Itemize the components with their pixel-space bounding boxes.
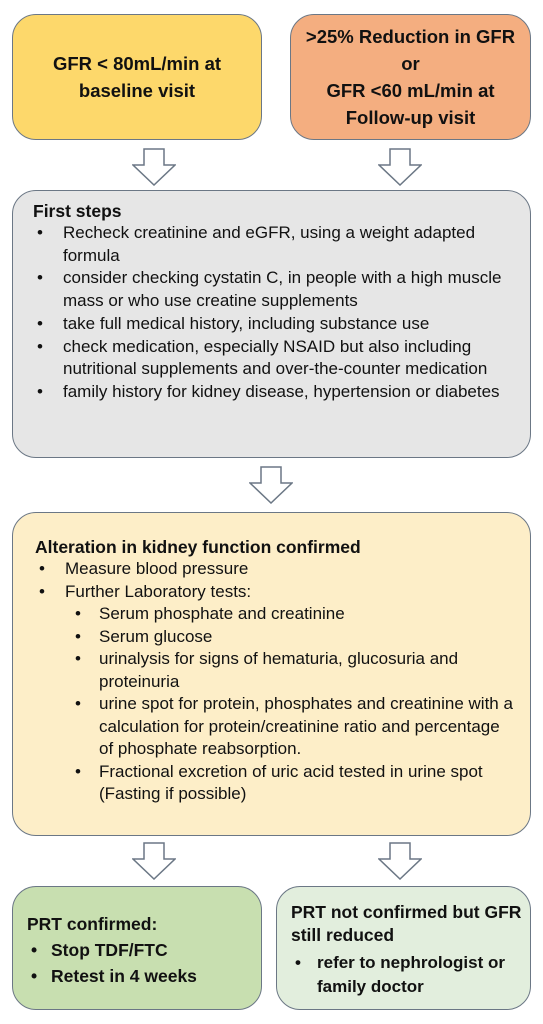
list-item: • Serum glucose <box>73 626 516 649</box>
alteration-list <box>35 558 516 806</box>
down-arrow-icon <box>378 148 422 186</box>
alteration-box <box>12 512 531 836</box>
list-item: • Serum phosphate and creatinine <box>73 603 516 626</box>
prt-confirmed-title: PRT confirmed: <box>27 914 158 934</box>
list-item: • urinalysis for signs of hematuria, glucosuria and proteinuria <box>73 648 516 693</box>
list-item: • consider checking cystatin C, in people with a high muscle mass or who use creatine supplements <box>33 267 516 312</box>
first-steps-title: First steps <box>33 201 122 221</box>
baseline-line-1: GFR < 80mL/min at <box>52 53 222 74</box>
prt-not-confirmed-list <box>291 951 522 999</box>
followup-line-1: >25% Reduction in GFR or <box>305 26 516 74</box>
list-item <box>35 581 516 806</box>
baseline-line-2: baseline visit <box>78 80 196 101</box>
lab-tests-list <box>73 603 516 806</box>
prt-confirmed-box <box>12 886 262 1010</box>
list-item: • check medication, especially NSAID but also including nutritional supplements and over-the-counter medication <box>33 336 516 381</box>
prt-not-confirmed-title-line-1: PRT not confirmed but GFR <box>291 902 522 922</box>
prt-not-confirmed-title-line-2: still reduced <box>291 925 395 945</box>
list-item: • urine spot for protein, phosphates and creatinine with a calculation for protein/creatinine ratio and percentage of phosphate reabsorption. <box>73 693 516 761</box>
prt-not-confirmed-box <box>276 886 531 1010</box>
down-arrow-icon <box>132 148 176 186</box>
list-item: • Stop TDF/FTC <box>27 937 251 963</box>
prt-confirmed-list <box>27 937 251 989</box>
followup-line-3: Follow-up visit <box>345 107 476 128</box>
down-arrow-icon <box>249 466 293 504</box>
list-item: • Retest in 4 weeks <box>27 963 251 989</box>
list-item: • Measure blood pressure <box>35 558 516 581</box>
list-item: • Fractional excretion of uric acid tested in urine spot (Fasting if possible) <box>73 761 516 806</box>
list-item: • family history for kidney disease, hypertension or diabetes <box>33 381 516 404</box>
list-item: • take full medical history, including substance use <box>33 313 516 336</box>
down-arrow-icon <box>132 842 176 880</box>
further-tests-label: Further Laboratory tests: <box>65 581 252 601</box>
first-steps-list <box>33 222 516 404</box>
baseline-gfr-box <box>12 14 262 140</box>
alteration-title: Alteration in kidney function confirmed <box>35 537 361 557</box>
followup-line-2: GFR <60 mL/min at <box>326 80 495 101</box>
prt-not-confirmed-title <box>291 901 522 947</box>
list-item: • Recheck creatinine and eGFR, using a weight adapted formula <box>33 222 516 267</box>
first-steps-box <box>12 190 531 458</box>
list-item: • refer to nephrologist or family doctor <box>291 951 522 999</box>
down-arrow-icon <box>378 842 422 880</box>
followup-gfr-box <box>290 14 531 140</box>
